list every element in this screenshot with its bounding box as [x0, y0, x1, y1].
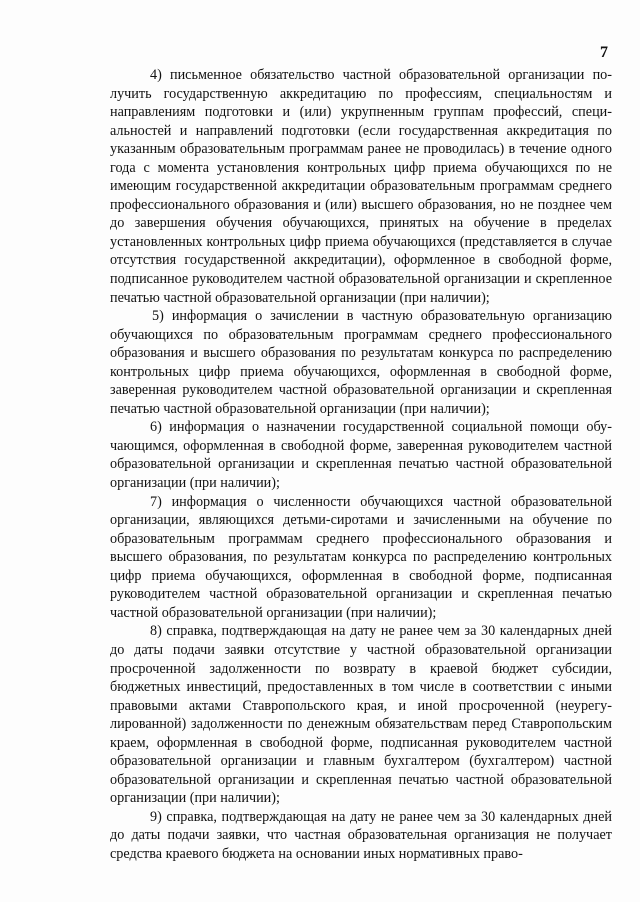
- paragraph-item-9: 9) справка, подтверждающая на дату не ранее чем за 30 календарных дней до даты подачи заявки, что частная образовательная организация не получает средства краевого бюджета на основании иных нормативных право-: [110, 808, 612, 862]
- paragraph-item-5: 5) информация о зачислении в частную образовательную организацию обучающихся по образовательным программам среднего профессионального образования и высшего образования по результатам конкурса по распределению контрольных цифр приема обучающихся, оформленная в свободной форме, заверенная руководителем частной образовательной организации и скрепленная печатью частной образовательной организации (при наличии);: [110, 308, 612, 417]
- paragraph-item-7: 7) информация о численности обучающихся частной образовательной организации, являющихся детьми-сиротами и зачисленными на обучение по образовательным программам среднего профессионального образования и высшего образования, по результатам конкурса по распределению контрольных цифр приема обучающихся, оформленная в свободной форме, подписанная руководителем частной образовательной организации и скрепленная печатью частной образовательной организации (при наличии);: [110, 493, 612, 621]
- document-body: [110, 66, 612, 864]
- paragraph-item-6: 6) информация о назначении государственной социальной помощи обучающимся, оформленная в свободной форме, заверенная руководителем частной образовательной организации и скрепленная печатью частной образовательной организации (при наличии);: [110, 419, 612, 492]
- page-number: 7: [600, 44, 608, 61]
- paragraph-item-4: 4) письменное обязательство частной образовательной организации получить государственную аккредитацию по профессиям, специальностям и направлениям подготовки и (или) укрупненным группам профессий, специальностей и направлений подготовки (если государственная аккредитация по указанным образовательным программам ранее не проводилась) в течение одного года с момента установления контрольных цифр приема обучающихся по не имеющим государственной аккредитации образовательным программам среднего профессионального образования и (или) высшего образования, но не позднее чем до завершения обучения обучающихся, принятых на обучение в пределах установленных контрольных цифр приема обучающихся (представляется в случае отсутствия государственной аккредитации), оформленное в свободной форме, подписанное руководителем частной образовательной организации и скрепленное печатью частной образовательной организации (при наличии);: [110, 67, 612, 306]
- paragraph-item-8: 8) справка, подтверждающая на дату не ранее чем за 30 календарных дней до даты подачи заявки отсутствие у частной образовательной организации просроченной задолженности по возврату в краевой бюджет субсидии, бюджетных инвестиций, предоставленных в том числе в соответствии с иными правовыми актами Ставропольского края, и иной просроченной (неурегулированной) задолженности по денежным обязательствам перед Ставропольским краем, оформленная в свободной форме, подписанная руководителем частной образовательной организации и главным бухгалтером (бухгалтером) частной образовательной организации и скрепленная печатью частной образовательной организации (при наличии);: [110, 623, 612, 807]
